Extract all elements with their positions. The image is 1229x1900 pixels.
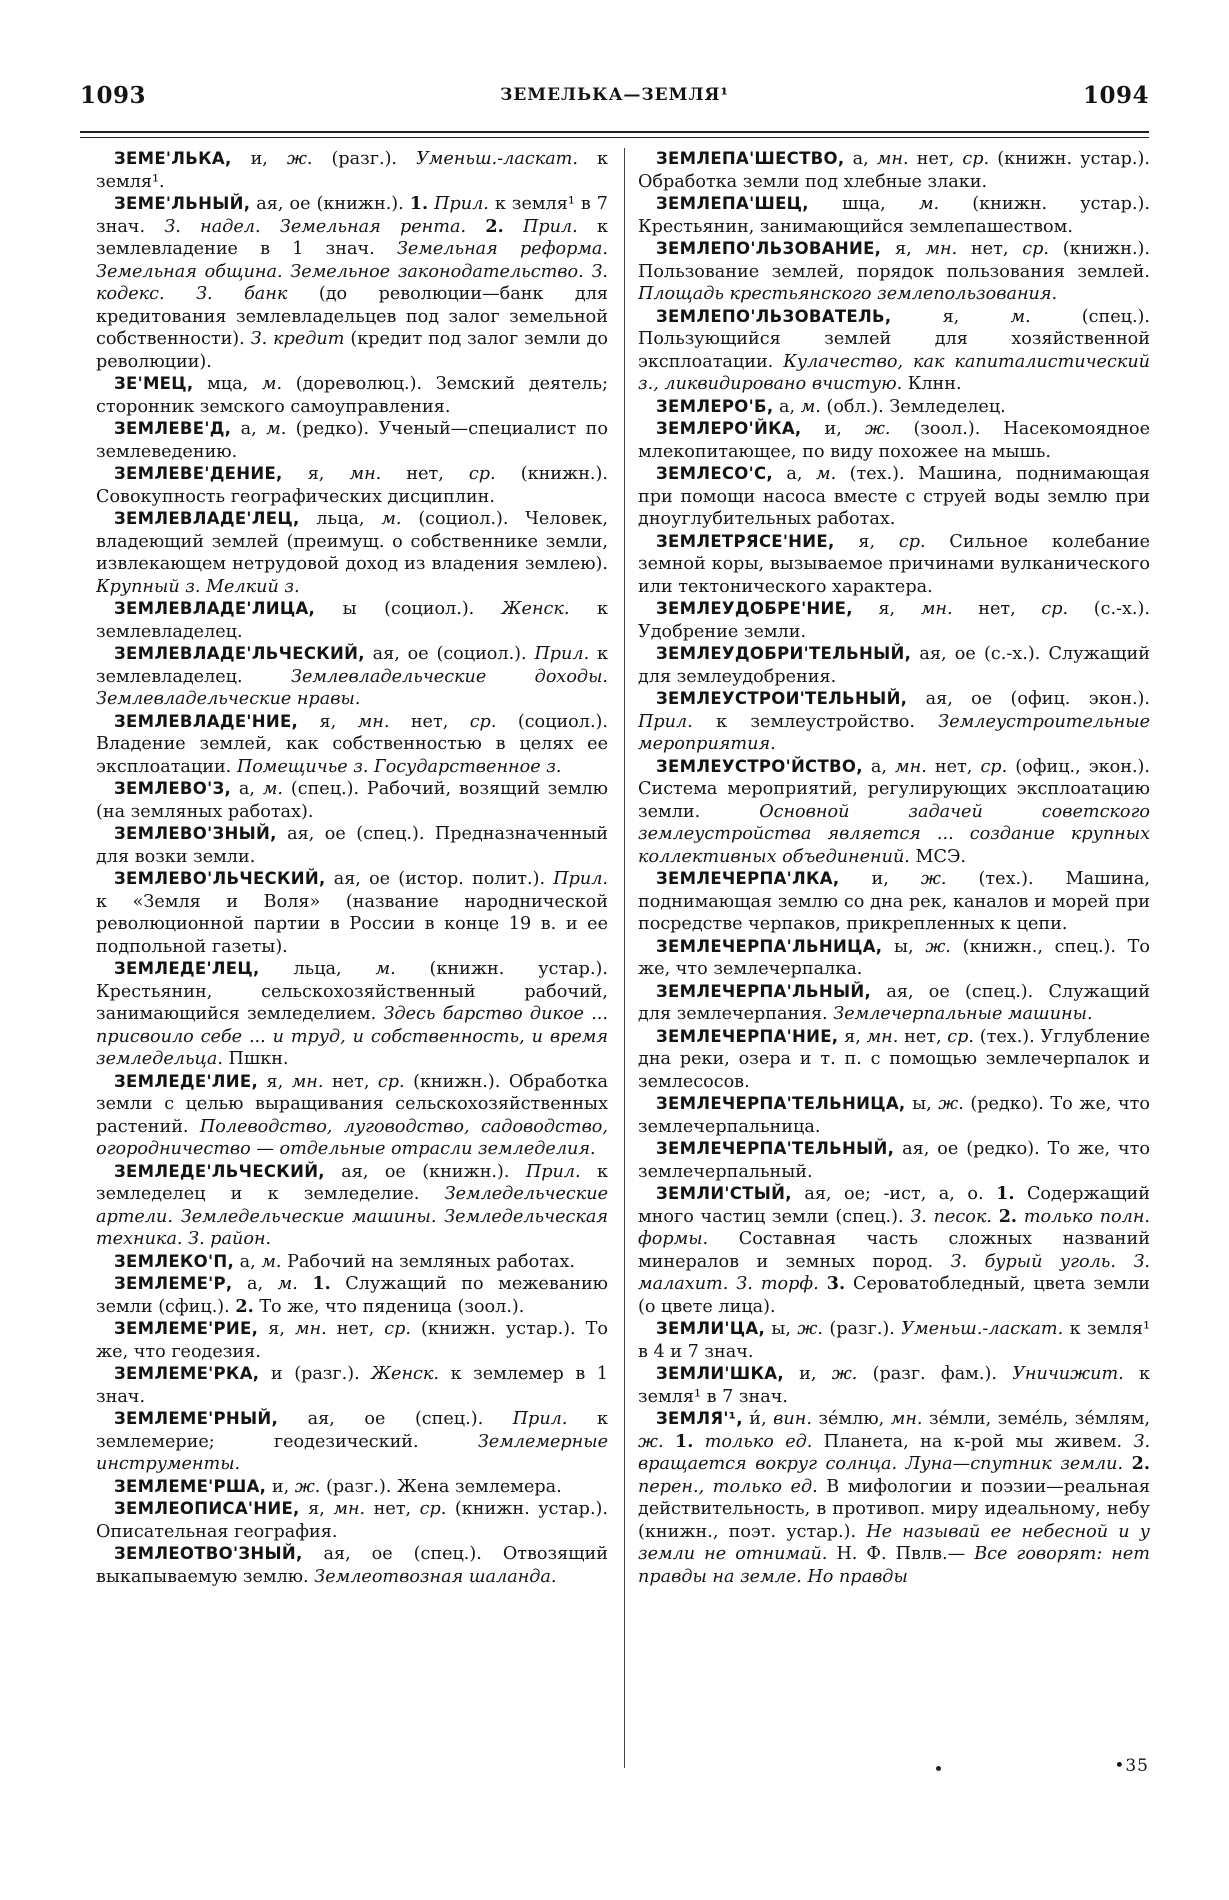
- dictionary-entry: [638, 463, 1150, 531]
- signature-mark: •35: [1114, 1756, 1149, 1776]
- header-rule-thin: [80, 137, 1149, 138]
- dictionary-entry: [96, 193, 608, 373]
- dictionary-entry: [96, 1318, 608, 1363]
- dictionary-entry: [638, 1183, 1150, 1318]
- right-column: [638, 148, 1150, 1768]
- page-number-right: 1094: [1082, 82, 1149, 109]
- dictionary-entry: [96, 418, 608, 463]
- entry-definition: а, м. Рабочий на земляных работах.: [234, 1251, 575, 1272]
- dictionary-entry: [638, 643, 1150, 688]
- entry-definition: ая, ое (спец.). Предназначенный для возки земли.: [96, 824, 608, 867]
- entry-definition: ы, ж. (книжн., спец.). То же, что землечерпалка.: [638, 936, 1150, 979]
- entry-headword: ЗЕМЛЕВЕ'Д,: [114, 419, 232, 438]
- dictionary-entry: [638, 688, 1150, 756]
- entry-definition: ы, ж. (редко). То же, что землечерпальница.: [638, 1094, 1150, 1137]
- dictionary-entry: [96, 1071, 608, 1161]
- entry-headword: ЗЕМЛЕУСТРО'ЙСТВО,: [656, 756, 863, 776]
- entry-headword: ЗЕМЛЕЧЕРПА'ЛЬНИЦА,: [656, 936, 883, 956]
- entry-headword: ЗЕМЛЕВЛАДЕ'ЛИЦА,: [114, 599, 316, 618]
- entry-definition: я, мн. нет, ср. (с.-х.). Удобрение земли.: [638, 599, 1150, 642]
- dictionary-entry: [638, 1408, 1150, 1588]
- entry-headword: ЗЕМЛЕВО'З,: [114, 779, 232, 798]
- entry-definition: льца, м. (книжн. устар.). Крестьянин, сельскохозяйственный рабочий, занимающийся земледелием. Здесь барство дикое ... присвоило себе ... и труд, и собственность, и время земледельца. Пшкн.: [96, 959, 608, 1069]
- dictionary-entry: [638, 1093, 1150, 1138]
- entry-headword: ЗЕМЛИ'ШКА,: [656, 1364, 784, 1383]
- entry-definition: я, м. (спец.). Пользующийся землей для хозяйственной эксплоатации. Кулачество, как капиталистический з., ликвидировано вчистую. Клнн.: [638, 306, 1150, 394]
- entry-headword: ЗЕМЛЕПА'ШЕЦ,: [656, 194, 809, 213]
- entry-headword: ЗЕМЛЕЧЕРПА'ТЕЛЬНЫЙ,: [656, 1139, 895, 1158]
- entry-definition: ая, ое (редко). То же, что землечерпальный.: [638, 1139, 1150, 1182]
- entry-definition: и, ж. (разг. фам.). Уничижит. к земля¹ в 7 знач.: [638, 1364, 1150, 1407]
- entry-definition: ая, ое; -ист, а, о. 1. Содержащий много частиц земли (спец.). З. песок. 2. только полн. формы. Составная часть сложных названий минералов и земных пород. З. бурый уголь. З. малахит. З. торф. 3. Сероватобледный, цвета земли (о цвете лица).: [638, 1183, 1150, 1317]
- entry-definition: ая, ое (спец.). Служащий для землечерпания. Землечерпальные машины.: [638, 981, 1150, 1024]
- entry-definition: ая, ое (книжн.). 1. Прил. к земля¹ в 7 знач. З. надел. Земельная рента. 2. Прил. к землевладение в 1 знач. Земельная реформа. Земельная община. Земельное законодательство. З. кодекс. З. банк (до революции—банк для кредитования землевладельцев под залог земельной собственности). З. кредит (кредит под залог земли до революции).: [96, 193, 608, 372]
- entry-headword: ЗЕМЛЕПА'ШЕСТВО,: [656, 149, 845, 168]
- entry-definition: и́, вин. зе́млю, мн. зе́мли, земе́ль, зе́млям, ж. 1. только ед. Планета, на к-рой мы живем. З. вращается вокруг солнца. Луна—спутник земли. 2. перен., только ед. В мифологии и поэзии—реальная действительность, в противоп. миру идеальному, небу (книжн., поэт. устар.). Не называй ее небесной и у земли не отнимай. Н. Ф. Пвлв.— Все говорят: нет правды на земле. Но правды: [638, 1409, 1150, 1587]
- dictionary-entry: [638, 396, 1150, 419]
- dictionary-entry: [96, 1476, 608, 1499]
- entry-definition: а, м. (тех.). Машина, поднимающая при помощи насоса вместе с струей воды землю при дноуглубительных работах.: [638, 464, 1150, 529]
- entry-headword: ЗЕМЛЕМЕ'РИЕ,: [114, 1319, 259, 1338]
- entry-headword: ЗЕМЛИ'СТЫЙ,: [656, 1184, 792, 1203]
- entry-definition: я, мн. нет, ср. (социол.). Владение землей, как собственностью в целях ее эксплоатации. Помещичье з. Государственное з.: [96, 711, 608, 777]
- dictionary-entry: [638, 756, 1150, 869]
- entry-headword: ЗЕМЛЕРО'ЙКА,: [656, 419, 802, 438]
- dictionary-entry: [96, 1251, 608, 1274]
- entry-definition: а, м. (обл.). Земледелец.: [773, 396, 1006, 417]
- entry-headword: ЗЕМЛЕВЛАДЕ'НИЕ,: [114, 711, 299, 731]
- entry-headword: ЗЕМЛЕЧЕРПА'ТЕЛЬНИЦА,: [656, 1094, 906, 1113]
- dictionary-entry: [96, 508, 608, 598]
- entry-definition: ая, ое (социол.). Прил. к землевладелец. Землевладельческие доходы. Землевладельческие нравы.: [96, 644, 608, 709]
- dictionary-entry: [638, 306, 1150, 396]
- entry-definition: ая, ое (с.-х.). Служащий для землеудобрения.: [638, 644, 1150, 687]
- dictionary-entry: [96, 868, 608, 958]
- header-rule: [80, 131, 1149, 133]
- entry-definition: ая, ое (спец.). Прил. к землемерие; геодезический. Землемерные инструменты.: [96, 1409, 608, 1474]
- dictionary-entry: [96, 1273, 608, 1318]
- entry-headword: ЗЕМЛЕЧЕРПА'ЛЬНЫЙ,: [656, 981, 872, 1001]
- dictionary-entry: [638, 531, 1150, 599]
- entry-headword: ЗЕМЛЕКО'П,: [114, 1251, 235, 1271]
- dictionary-entry: [96, 778, 608, 823]
- entry-definition: мца, м. (дореволюц.). Земский деятель; сторонник земского самоуправления.: [96, 374, 608, 417]
- entry-headword: ЗЕМЛЕСО'С,: [656, 464, 773, 483]
- page-footer: [900, 1752, 1149, 1782]
- entry-headword: ЗЕМЛИ'ЦА,: [656, 1319, 766, 1338]
- dictionary-entry: [96, 148, 608, 193]
- entry-headword: ЗЕМЛЕУСТРОИ'ТЕЛЬНЫЙ,: [656, 689, 908, 708]
- dictionary-entry: [96, 823, 608, 868]
- dictionary-entry: [96, 1363, 608, 1408]
- entry-headword: ЗЕМЛЕВЛАДЕ'ЛЕЦ,: [114, 509, 300, 528]
- entry-definition: а, м. (спец.). Рабочий, возящий землю (на земляных работах).: [96, 779, 608, 822]
- dictionary-entry: [638, 418, 1150, 463]
- entry-definition: я, ср. Сильное колебание земной коры, вызываемое причинами вулканического или тектонического характера.: [638, 531, 1150, 597]
- entry-headword: ЗЕМЛЕМЕ'РКА,: [114, 1364, 260, 1383]
- entry-headword: ЗЕМЛЕМЕ'РША,: [114, 1476, 267, 1496]
- entry-headword: ЗЕМЛЕРО'Б,: [656, 396, 774, 416]
- entry-definition: я, мн. нет, ср. (книжн. устар.). То же, что геодезия.: [96, 1319, 608, 1362]
- entry-definition: я, мн. нет, ср. (книжн. устар.). Описательная география.: [96, 1499, 608, 1542]
- running-head: ЗЕМЕЛЬКА—ЗЕМЛЯ¹: [500, 85, 729, 105]
- entry-headword: ЗЕМЛЕВЛАДЕ'ЛЬЧЕСКИЙ,: [114, 644, 365, 663]
- entry-headword: ЗЕМЛЕЧЕРПА'ЛКА,: [656, 869, 840, 888]
- entry-definition: и, ж. (зоол.). Насекомоядное млекопитающее, по виду похожее на мышь.: [638, 419, 1150, 462]
- entry-headword: ЗЕМЛЕПО'ЛЬЗОВАНИЕ,: [656, 239, 882, 258]
- entry-definition: ы, ж. (разг.). Уменьш.-ласкат. к земля¹ в 4 и 7 знач.: [638, 1319, 1150, 1362]
- dictionary-entry: [96, 373, 608, 418]
- dictionary-entry: [638, 148, 1150, 193]
- dictionary-entry: [638, 598, 1150, 643]
- dictionary-entry: [96, 1498, 608, 1543]
- dictionary-entry: [638, 193, 1150, 238]
- dictionary-entry: [638, 1363, 1150, 1408]
- entry-headword: ЗЕМЛЕДЕ'ЛЬЧЕСКИЙ,: [114, 1161, 325, 1181]
- footer-dot: [936, 1766, 941, 1771]
- dictionary-entry: [96, 598, 608, 643]
- entry-definition: ая, ое (истор. полит.). Прил. к «Земля и Воля» (название народнической революционной партии в России в конце 19 в. и ее подпольной газеты).: [96, 869, 608, 957]
- dictionary-entry: [638, 238, 1150, 306]
- entry-definition: льца, м. (социол.). Человек, владеющий землей (преимущ. о собственнике земли, извлекающем нетрудовой доход из владения землею). Крупный з. Мелкий з.: [96, 509, 608, 597]
- entry-headword: ЗЕМЛЯ'¹,: [656, 1409, 743, 1428]
- dictionary-entry: [638, 868, 1150, 936]
- dictionary-entry: [96, 1408, 608, 1476]
- dictionary-entry: [638, 1138, 1150, 1183]
- entry-headword: ЗЕМЕ'ЛЬНЫЙ,: [114, 194, 251, 213]
- entry-headword: ЗЕМЛЕОТВО'ЗНЫЙ,: [114, 1544, 303, 1563]
- page-header: [80, 82, 1149, 118]
- entry-definition: а, мн. нет, ср. (книжн. устар.). Обработка земли под хлебные злаки.: [638, 149, 1150, 192]
- entry-headword: ЗЕМЛЕПО'ЛЬЗОВАТЕЛЬ,: [656, 306, 892, 326]
- left-column: [96, 148, 608, 1768]
- entry-definition: ая, ое (книжн.). Прил. к земледелец и к земледелие. Земледельческие артели. Земледельческие машины. Земледельческая техника. З. район.: [96, 1161, 608, 1249]
- dictionary-entry: [638, 981, 1150, 1026]
- entry-headword: ЗЕМЛЕЧЕРПА'НИЕ,: [656, 1026, 839, 1046]
- entry-headword: ЗЕМЛЕДЕ'ЛИЕ,: [114, 1071, 259, 1091]
- entry-definition: а, м. 1. Служащий по межеванию земли (сфиц.). 2. То же, что пяденица (зоол.).: [96, 1273, 608, 1317]
- entry-headword: ЗЕМЛЕВЕ'ДЕНИЕ,: [114, 464, 283, 483]
- dictionary-entry: [96, 1161, 608, 1251]
- entry-definition: ы (социол.). Женск. к землевладелец.: [96, 599, 608, 642]
- page-number-left: 1093: [80, 82, 147, 109]
- entry-definition: я, мн. нет, ср. (тех.). Углубление дна реки, озера и т. п. с помощью землечерпалок и землесосов.: [638, 1026, 1150, 1092]
- entry-definition: и (разг.). Женск. к землемер в 1 знач.: [96, 1364, 608, 1407]
- entry-definition: а, мн. нет, ср. (офиц., экон.). Система мероприятий, регулирующих эксплоатацию земли. Основной задачей советского землеустройства является ... создание крупных коллективных объединений. МСЭ.: [638, 756, 1150, 867]
- entry-headword: ЗЕМЛЕДЕ'ЛЕЦ,: [114, 959, 260, 978]
- entry-definition: я, мн. нет, ср. (книжн.). Совокупность географических дисциплин.: [96, 464, 608, 507]
- column-divider: [624, 148, 625, 1768]
- entry-definition: а, м. (редко). Ученый—специалист по землеведению.: [96, 419, 608, 462]
- entry-definition: я, мн. нет, ср. (книжн.). Пользование землей, порядок пользования землей. Площадь крестьянского землепользования.: [638, 239, 1150, 304]
- dictionary-entry: [638, 1318, 1150, 1363]
- entry-headword: ЗЕМЛЕОПИСА'НИЕ,: [114, 1499, 300, 1518]
- entry-headword: ЗЕМЛЕМЕ'Р,: [114, 1274, 233, 1293]
- entry-definition: ая, ое (офиц. экон.). Прил. к землеустройство. Землеустроительные мероприятия.: [638, 689, 1150, 754]
- entry-definition: и, ж. (тех.). Машина, поднимающая землю со дна рек, каналов и морей при посредстве черпаков, прикрепленных к цепи.: [638, 869, 1150, 934]
- dictionary-entry: [638, 936, 1150, 981]
- dictionary-entry: [96, 1543, 608, 1588]
- entry-definition: шца, м. (книжн. устар.). Крестьянин, занимающийся землепашеством.: [638, 194, 1150, 237]
- dictionary-entry: [96, 958, 608, 1071]
- dictionary-entry: [96, 463, 608, 508]
- dictionary-entry: [96, 711, 608, 779]
- entry-definition: я, мн. нет, ср. (книжн.). Обработка земли с целью выращивания сельскохозяйственных растений. Полеводство, луговодство, садоводство, огородничество — отдельные отрасли земледелия.: [96, 1071, 608, 1159]
- entry-headword: ЗЕМЛЕВО'ЛЬЧЕСКИЙ,: [114, 869, 326, 888]
- dictionary-entry: [96, 643, 608, 711]
- entry-headword: ЗЕМЛЕМЕ'РНЫЙ,: [114, 1409, 279, 1428]
- entry-definition: и, ж. (разг.). Уменьш.-ласкат. к земля¹.: [96, 149, 608, 192]
- entry-headword: ЗЕМЛЕУДОБРИ'ТЕЛЬНЫЙ,: [656, 644, 912, 663]
- entry-definition: ая, ое (спец.). Отвозящий выкапываемую землю. Землеотвозная шаланда.: [96, 1544, 608, 1587]
- dictionary-entry: [638, 1026, 1150, 1094]
- entry-headword: ЗЕ'МЕЦ,: [114, 374, 194, 393]
- entry-headword: ЗЕМЛЕТРЯСЕ'НИЕ,: [656, 531, 835, 551]
- entry-headword: ЗЕМЕ'ЛЬКА,: [114, 149, 232, 168]
- entry-headword: ЗЕМЛЕВО'ЗНЫЙ,: [114, 824, 277, 843]
- entry-definition: и, ж. (разг.). Жена землемера.: [266, 1476, 562, 1497]
- entry-headword: ЗЕМЛЕУДОБРЕ'НИЕ,: [656, 599, 853, 618]
